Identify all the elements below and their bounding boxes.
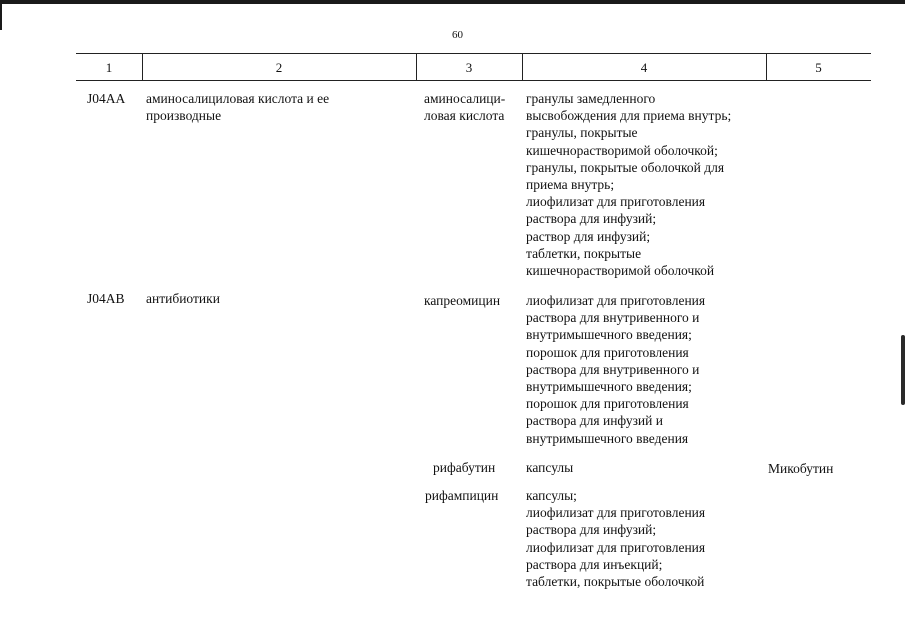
atc-group-name: аминосалициловая кислота и ее производные [146, 91, 330, 124]
scan-border-top [0, 0, 905, 4]
column-header-1: 1 [105, 60, 113, 75]
brand-name: Микобутин [768, 461, 834, 476]
substance-name: капреомицин [424, 293, 501, 308]
dosage-forms: капсулы; лиофилизат для приготовления раствора для инфузий; лиофилизат для приготовления раствора для инъекций; таблетки, покрытые оболочкой [526, 488, 706, 590]
page-number: 60 [452, 29, 463, 41]
dosage-forms: капсулы [526, 460, 574, 475]
dosage-forms: гранулы замедленного высвобождения для приема внутрь; гранулы, покрытые кишечнорастворимой оболочкой; гранулы, покрытые оболочкой для приема внутрь; лиофилизат для приготовления раствора для инфузий; раствор для инфузий; таблетки, покрытые кишечнорастворимой оболочкой [526, 91, 732, 279]
column-header-2: 2 [275, 60, 283, 75]
atc-group-name: антибиотики [146, 291, 220, 306]
atc-code: J04AB [87, 291, 125, 306]
column-header-3: 3 [465, 60, 473, 75]
substance-name: рифампицин [425, 488, 499, 503]
scan-mark-right [901, 335, 905, 405]
scan-border-left [0, 0, 2, 30]
atc-code: J04AA [87, 91, 126, 106]
column-header-5: 5 [815, 60, 822, 75]
column-header-4: 4 [640, 60, 648, 75]
substance-name: аминосалици- ловая кислота [424, 91, 506, 124]
dosage-forms: лиофилизат для приготовления раствора для внутривенного и внутримышечного введения; порошок для приготовления раствора для внутривенного и внутримышечного введения; порошок для приготовления раствора для инфузий и внутримышечного введения [526, 293, 706, 446]
substance-name: рифабутин [433, 460, 496, 475]
